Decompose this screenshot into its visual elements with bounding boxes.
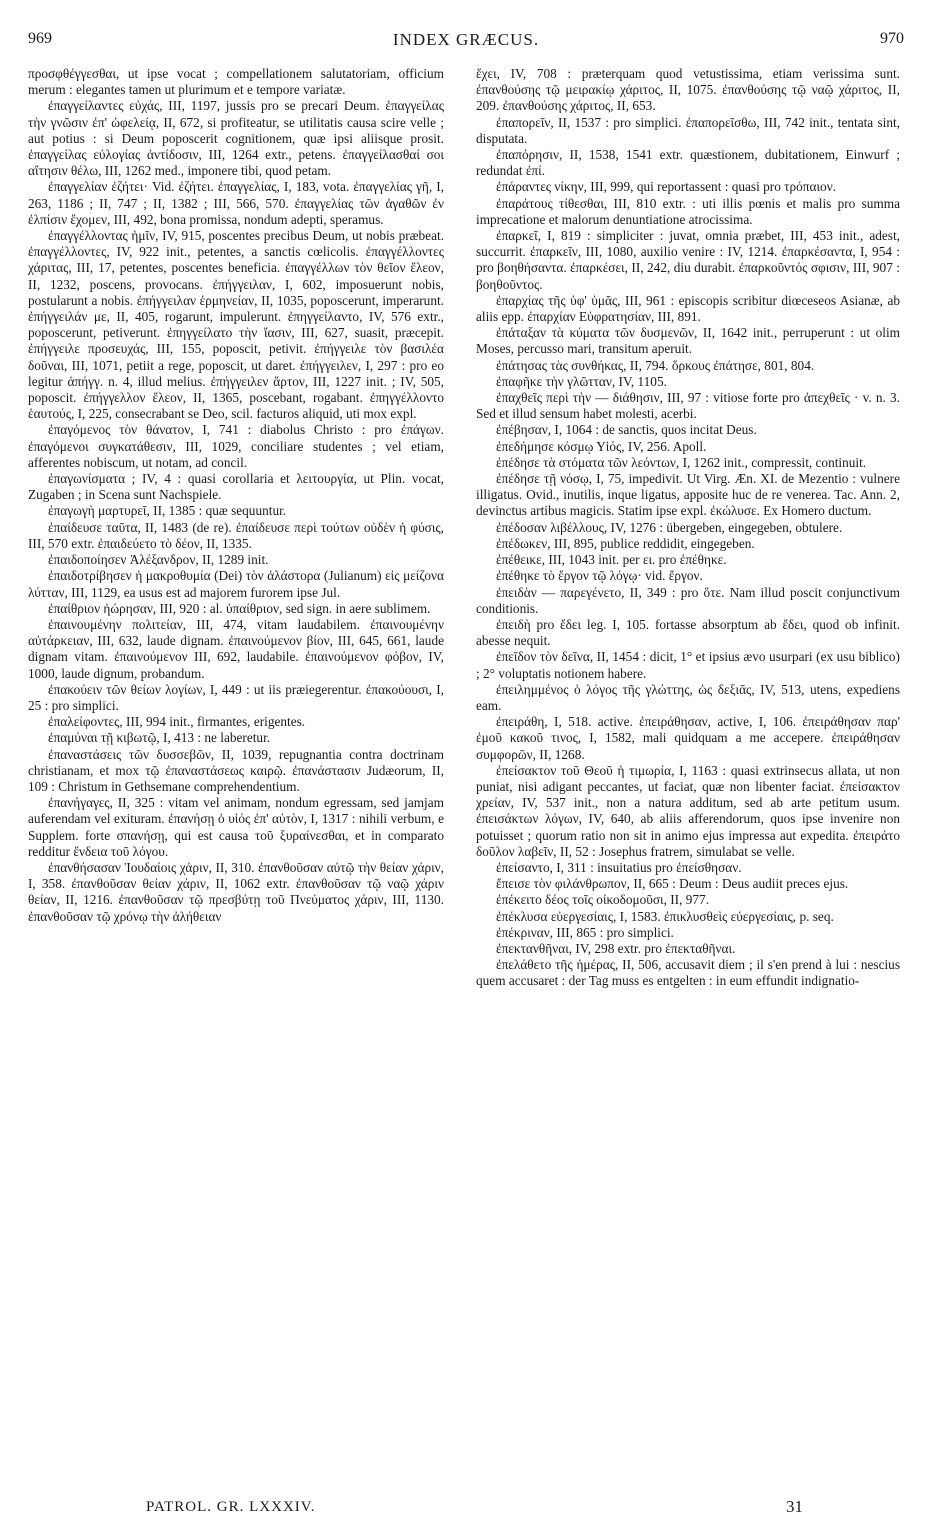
entry: ἐπέδωκεν, III, 895, publice reddidit, eingegeben. xyxy=(496,535,755,551)
entry: προσφθέγγεσθαι, ut ipse vocat ; compellationem salutatoriam, officium merum : elegantes tamen ut plurimum et e tempore variatæ. xyxy=(28,66,444,98)
page-footer xyxy=(28,1499,904,1523)
entry: ἐπέκλυσα εὐεργεσίαις, I, 1583. ἐπικλυσθεὶς εὐεργεσίαις, p. seq. xyxy=(496,908,834,924)
entry: ἐπειδὴ pro ἔδει leg. I, 105. fortasse absorptum ab ἔδει, quod ob infinit. abesse nequit. xyxy=(476,616,900,649)
entry: ἐπαράτους τίθεσθαι, III, 810 extr. : uti illis pœnis et malis pro summa imprecatione et malorum denuntiatione atrocissima. xyxy=(476,195,900,227)
entry: ἔπεισε τὸν φιλάνθρωπον, II, 665 : Deum : Deus audiit preces ejus. xyxy=(496,876,849,892)
entry: ἐπαγόμενος τὸν θάνατον, I, 741 : diabolus Christo : pro ἐπάγων. ἐπαγόμενοι συγκατάθεσιν, III, 1029, conciliare studentes ; vel etiam, afferentes nobiscum, ut notam, ad concil. xyxy=(28,422,444,470)
entry: ἐπαιδοτρίβησεν ἡ μακροθυμία (Dei) τὸν ἀλάστορα (Julianum) εἰς μείζονα λύτταν, III, 1129, ea usus est ad majorem furorem ipse Jul. xyxy=(28,568,444,600)
entry: ἐπέκριναν, III, 865 : pro simplici. xyxy=(496,924,674,940)
entry: ἐπειλημμένος ὁ λόγος τῆς γλώττης, ὡς δεξιᾶς, IV, 513, utens, expediens eam. xyxy=(476,681,900,713)
sheet-number: 31 xyxy=(786,1497,803,1516)
entry: ἐπαμύναι τῇ κιβωτῷ, I, 413 : ne laberetur. xyxy=(48,730,271,746)
entry: ἐπέδησε τῇ νόσῳ, I, 75, impedivit. Ut Virg. Æn. XI. de Mezentio : vulnere illigatus. Ovid., inutilis, inque ligatus, apposite huc de re venerea. Tac. Ann. 2, devinctus artibus magicis. Statim ipse expl. ἐκώλυσε. Ex Homero ductum. xyxy=(476,471,900,519)
page-title: INDEX GRÆCUS. xyxy=(392,30,540,49)
entry: ἐπαφῆκε τὴν γλῶτταν, IV, 1105. xyxy=(496,373,667,389)
entry: ἐπέδοσαν λιβέλλους, IV, 1276 : übergeben, eingegeben, obtulere. xyxy=(496,519,843,535)
entry: ἐπείσαντο, I, 311 : insuitatius pro ἐπείσθησαν. xyxy=(496,859,742,875)
entry: ἐπανήγαγες, II, 325 : vitam vel animam, nondum egressam, sed jamjam auferendam vel exituram. ἐπανήσῃ ὁ υἱός ἐπ' αὐτὸν, I, 1317 : nihili verbum, e Supplem. forte σπανήσῃ, qui est causa τοῦ ξυραίνεσθαι, et in comparato redditur ἔνδεια τοῦ λόγου. xyxy=(28,795,444,859)
entry: ἔχει, IV, 708 : præterquam quod vetustissima, etiam verissima sunt. ἐπανθούσης τῷ μειρακίῳ χάριτος, II, 1075. ἐπανθούσης τῷ ναῷ χάριτος, II, 209. ἐπανθούσης χάριτος, II, 653. xyxy=(476,66,900,114)
entry: ἐπαινουμένην πολιτείαν, III, 474, vitam laudabilem. ἐπαινουμένην αὐτάρκειαν, III, 632, laude dignam. ἐπαινούμενον βίον, III, 645, 661, laude dignam vitam. ἐπαινούμενον III, 692, laudabile. ἐπαινούμενον φόβον, IV, 1000, laude dignum, probandum. xyxy=(28,616,444,681)
page-number-left: 969 xyxy=(28,30,52,47)
entry: ἐπαπορεῖν, II, 1537 : pro simplici. ἐπαπορεῖσθω, III, 742 init., tentata sint, disputata. xyxy=(476,114,900,146)
entry: ἐπαιδοποίησεν Ἀλέξανδρον, II, 1289 init. xyxy=(48,552,269,568)
entry: ἐπαλείφοντες, III, 994 init., firmantes, erigentes. xyxy=(48,714,306,730)
entry: ἐπαγγελίαν ἐζήτει· Vid. ἐζήτει. ἐπαγγελίας, I, 183, vota. ἐπαγγελίας γῆ, I, 263, 1186 ; II, 747 ; II, 1382 ; III, 566, 570. ἐπαγγελίας τῶν ἀγαθῶν ἐν ἐλπίσιν ἔχομεν, III, 492, bona promissa, nondum adepti, speramus. xyxy=(28,179,444,227)
entry: ἐπαπόρησιν, II, 1538, 1541 extr. quæstionem, dubitationem, Einwurf ; redundat ἐπί. xyxy=(476,147,900,179)
entry: ἐπαγγείλαντες εὐχάς, III, 1197, jussis pro se precari Deum. ἐπαγγείλας τὴν γνῶσιν ἐπ' ὠφελείᾳ, II, 672, si profiteatur, se utilitatis causa scire velle ; aut potius : si Deum poposcerit cognitionem, quæ ipsi aliisque prosit. ἐπαγγείλας εὐλογίας ἀντίδοσιν, III, 1264 extr., petens. ἐπαγγείλασθαί σοι αἴτησιν θέλω, III, 1262 med., imponere tibi, quod petam. xyxy=(28,98,444,179)
entry: ἐπέθηκε τὸ ἔργον τῷ λόγῳ· vid. ἔργον. xyxy=(496,568,703,584)
entry: ἐπεῖδον τὸν δεῖνα, II, 1454 : dicit, 1° et ipsius ævo usurpari (ex usu biblico) ; 2° voluptatis notionem habere. xyxy=(476,649,900,681)
left-column xyxy=(28,66,444,925)
entry: ἐπέδησε τὰ στόματα τῶν λεόντων, I, 1262 init., compressit, continuit. xyxy=(496,454,867,470)
entry: ἐπαίδευσε ταῦτα, II, 1483 (de re). ἐπαίδευσε περὶ τούτων οὐδὲν ἡ φύσις, III, 570 extr. ἐπαιδεύετο τὸ δέον, II, 1335. xyxy=(28,519,444,551)
entry: ἐπειράθη, I, 518. active. ἐπειράθησαν, active, I, 106. ἐπειράθησαν παρ' ἐμοῦ κακοῦ τινος, I, 1582, mali quidquam a me accepere. ἐπειράθησαν συμφορῶν, II, 1268. xyxy=(476,714,900,762)
entry: ἐπάτησας τὰς συνθήκας, II, 794. ὅρκους ἐπάτησε, 801, 804. xyxy=(496,357,815,373)
entry: ἐπαρκεῖ, I, 819 : simpliciter : juvat, omnia præbet, III, 453 init., adest, succurrit. ἐπαρκεῖν, III, 1080, auxilio venire : IV, 1214. ἐπαρκέσαντα, I, 954 : pro βοηθήσαντα. ἐπαρκέσει, II, 242, diu durabit. ἐπαρκοῦντός σφισιν, III, 907 : βοηθοῦντος. xyxy=(476,228,900,292)
entry: ἐπαγωνίσματα ; IV, 4 : quasi corollaria et λειτουργία, ut Plin. vocat, Zugaben ; in Scena sunt Nachspiele. xyxy=(28,471,444,503)
entry: ἐπείσακτον τοῦ Θεοῦ ἡ τιμωρία, I, 1163 : quasi extrinsecus allata, ut non puniat, nisi adigant peccantes, ut faciat, quæ non libenter faciat. ἐπείσακτον χρείαν, IV, 537 init., non a natura additum, sed ab arte petitum usum. ἐπεισάκτων λόγων, IV, 640, ab aliis afferendorum, quos ipse invenire non potuisset ; quorum ratio non sit in animo ejus impressa aut expedita. ἐπειράτο δοῦλον λαβεῖν, II, 52 : Josephus fratrem, simulabat se velle. xyxy=(476,762,900,859)
entry: ἐπαγγέλλοντας ἡμῖν, IV, 915, poscentes precibus Deum, ut nobis præbeat. ἐπαγγέλλοντες, IV, 922 init., petentes, a sanctis cœlicolis. ἐπαγγέλλοντες χάριτας, III, 17, petentes, poscentes beneficia. ἐπαγγέλλων τὸν θεῖον ἔλεον, II, 1232, poscens, provocans. ἐπήγγειλαν, I, 602, imposuerunt nobis, postularunt a nobis. ἐπήγγειλαν ἑρμηνείαν, II, 1035, poposcerunt, imperarunt. ἐπήγγειλάν με, II, 405, rogarunt, impulerunt. ἐπηγγείλαντο, IV, 576 extr., poposcerunt, petiverunt. ἐπηγγείλατο τὴν ἴασιν, III, 627, suasit, præcepit. ἐπήγγειλε προσευχάς, III, 155, poposcit, petivit. ἐπήγγειλε τὸν βασιλέα δοῦναι, III, 1071, petiit a rege, poposcit, ut daret. ἐπήγγειλεν, I, 297 : pro eo legitur ἀπήγγ. n. 4, illud melius. ἐπήγγειλεν ἄρτον, III, 1227 init. ; IV, 505, poposcit. ἐπήγγελλον ἔλεον, II, 1365, poscebant, rogabant. ἐπηγγέλλοντο ἑαυτούς, I, 225, consecrabant se Deo, scil. facturos aliquid, uti mox expl. xyxy=(28,228,444,422)
page-header xyxy=(28,30,904,58)
entry: ἐπαγωγὴ μαρτυρεῖ, II, 1385 : quæ sequuntur. xyxy=(48,503,287,519)
entry: ἐπειδὰν — παρεγένετο, II, 349 : pro ὅτε. Nam illud poscit conjunctivum conditionis. xyxy=(476,584,900,616)
entry: ἐπάταξαν τὰ κύματα τῶν δυσμενῶν, II, 1642 init., perruperunt : ut olim Moses, percusso mari, transitum aperuit. xyxy=(476,325,900,357)
entry: ἐπεκτανθῆναι, IV, 298 extr. pro ἐπεκταθῆναι. xyxy=(496,940,736,956)
entry: ἐπαναστάσεις τῶν δυσσεβῶν, II, 1039, repugnantia contra doctrinam christianam, et mox τῷ ἐπαναστάσεως καιρῷ. ἐπανάστασιν Judæorum, II, 109 : Christum in Gethsemane comprehendentium. xyxy=(28,746,444,794)
entry: ἐπαρχίας τῆς ὑφ' ὑμᾶς, III, 961 : episcopis scribitur diœceseos Asianæ, ab aliis epp. ἐπαρχίαν Εὐφρατησίαν, III, 891. xyxy=(476,292,900,325)
entry: ἐπέβησαν, I, 1064 : de sanctis, quos incitat Deus. xyxy=(496,422,757,438)
entry: ἐπελάθετο τῆς ἡμέρας, II, 506, accusavit diem ; il s'en prend à lui : nescius quem accusaret : der Tag muss es entgelten : in eum effundit indignatio- xyxy=(476,957,900,989)
printer-signature: PATROL. GR. LXXXIV. xyxy=(146,1499,316,1515)
page-number-right: 970 xyxy=(880,30,904,47)
entry: ἐπάραντες νίκην, III, 999, qui reportassent : quasi pro τρόπαιον. xyxy=(496,179,837,195)
right-column xyxy=(476,66,900,990)
entry: ἐπέθεικε, III, 1043 init. per ει. pro ἐπέθηκε. xyxy=(496,552,727,568)
entry: ἐπαίθριον ἠώρησαν, III, 920 : al. ὑπαίθριον, sed sign. in aere sublimem. xyxy=(48,600,431,616)
entry: ἐπέκειτο δέος τοῖς οἰκοδομοῦσι, II, 977. xyxy=(496,892,710,908)
entry: ἐπαχθεῖς περὶ τὴν — διάθησιν, III, 97 : vitiose forte pro ἀπεχθεῖς · v. n. 3. Sed et illud sensum habet molesti, acerbi. xyxy=(476,390,900,422)
entry: ἐπεδήμησε κόσμῳ Υἱός, IV, 256. Apoll. xyxy=(496,438,707,454)
entry: ἐπακούειν τῶν θείων λογίων, I, 449 : ut iis præiegerentur. ἐπακούουσι, I, 25 : pro simplici. xyxy=(28,681,444,713)
entry: ἐπανθήσασαν Ἰουδαίοις χάριν, II, 310. ἐπανθοῦσαν αὐτῷ τὴν θείαν χάριν, I, 358. ἐπανθοῦσαν θείαν χάριν, II, 1062 extr. ἐπανθοῦσαν τῷ ναῷ χάριν θείαν, II, 1216. ἐπανθοῦσαν τῷ πρεσβύτῃ τοῦ Πνεύματος χάριν, III, 1130. ἐπανθοῦσαν τῷ χρόνῳ τὴν ἀλήθειαν xyxy=(28,859,444,924)
